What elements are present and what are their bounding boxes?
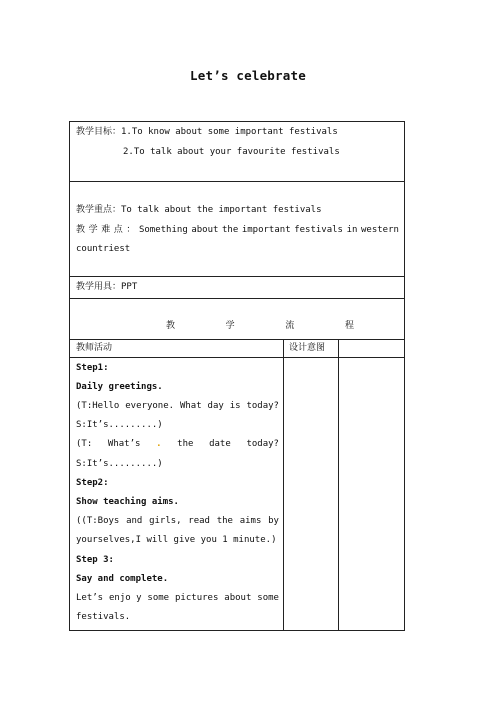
step1-label: Step1:	[76, 363, 109, 373]
step3-label: Step 3:	[76, 555, 114, 565]
step3-line-1	[76, 592, 279, 604]
row-divider	[70, 357, 404, 358]
keypoint-text: To talk about the important festivals	[121, 205, 322, 215]
difficulty-word: in	[346, 225, 358, 235]
word: girls,	[149, 516, 182, 526]
step2-title: Show teaching aims.	[76, 497, 179, 507]
step1-line-3	[76, 438, 279, 450]
step3-title: Say and complete.	[76, 574, 169, 584]
row-divider	[70, 181, 404, 182]
difficulty-label-char: 学	[88, 225, 98, 235]
difficulty-label-char: 点	[113, 225, 123, 235]
column-divider	[283, 339, 284, 631]
word: ((T:Boys	[76, 516, 120, 526]
goals-line-1: 1.To know about some important festivals	[121, 127, 338, 137]
word: everyone.	[125, 401, 175, 411]
difficulty-word: important	[241, 225, 291, 235]
difficulty-word: the	[222, 225, 239, 235]
word: Let’s	[76, 593, 104, 603]
goals-line-2: 2.To talk about your favourite festivals	[123, 147, 340, 157]
lesson-plan-table	[69, 121, 405, 631]
row-divider	[70, 339, 404, 340]
difficulty-word: western	[360, 225, 399, 235]
difficulty-word: Something	[138, 225, 188, 235]
difficulty-word: about	[191, 225, 219, 235]
step3-line-2: festivals.	[76, 612, 131, 622]
word: date	[209, 439, 231, 449]
word: the	[177, 439, 194, 449]
column-divider	[338, 339, 339, 631]
step1-title: Daily greetings.	[76, 382, 163, 392]
process-heading	[166, 320, 354, 332]
word: some	[257, 593, 279, 603]
difficulty-label-char: 难	[101, 225, 111, 235]
word: What’s	[107, 439, 141, 449]
word: about	[224, 593, 252, 603]
word: some	[147, 593, 170, 603]
page-title: Let’s celebrate	[190, 68, 306, 83]
step1-line-4: S:It’s.........)	[76, 459, 163, 469]
word: day	[207, 401, 224, 411]
process-char: 教	[166, 321, 176, 331]
word: by	[268, 516, 279, 526]
keypoint-row	[76, 204, 322, 216]
process-char: 程	[344, 321, 354, 331]
step1-line-1	[76, 400, 279, 412]
word: the	[216, 516, 233, 526]
word: What	[179, 401, 202, 411]
step2-line-1	[76, 515, 279, 527]
row-divider	[70, 298, 404, 299]
word: today?	[246, 439, 279, 449]
process-char: 学	[225, 321, 235, 331]
step2-label: Step2:	[76, 478, 109, 488]
row-divider	[70, 276, 404, 277]
word: is	[229, 401, 241, 411]
word: today?	[246, 401, 279, 411]
process-char: 流	[285, 321, 295, 331]
word: pictures	[175, 593, 219, 603]
difficulty-line-2: countriest	[76, 244, 131, 254]
word: enjo y	[109, 593, 142, 603]
difficulty-line-1	[76, 224, 399, 236]
step1-line-2: S:It’s.........)	[76, 420, 163, 430]
difficulty-word: festivals	[294, 225, 343, 235]
word: read	[188, 516, 210, 526]
tools-row: 教学用具：PPT	[76, 282, 138, 292]
design-intent-header: 设计意图	[289, 343, 326, 353]
goals-label: 教学目标：	[76, 127, 122, 137]
difficulty-label-char: 教	[76, 225, 86, 235]
word: aims	[239, 516, 262, 526]
word: and	[126, 516, 143, 526]
step2-line-2: yourselves,I will give you 1 minute.)	[76, 535, 277, 545]
word: (T:Hello	[76, 401, 120, 411]
keypoint-label: 教学重点：	[76, 205, 122, 215]
goals-row	[76, 126, 338, 138]
word: .	[156, 439, 162, 449]
difficulty-label-char: ：	[126, 225, 136, 235]
teacher-activity-header: 教师活动	[76, 343, 113, 353]
word: (T:	[76, 439, 93, 449]
